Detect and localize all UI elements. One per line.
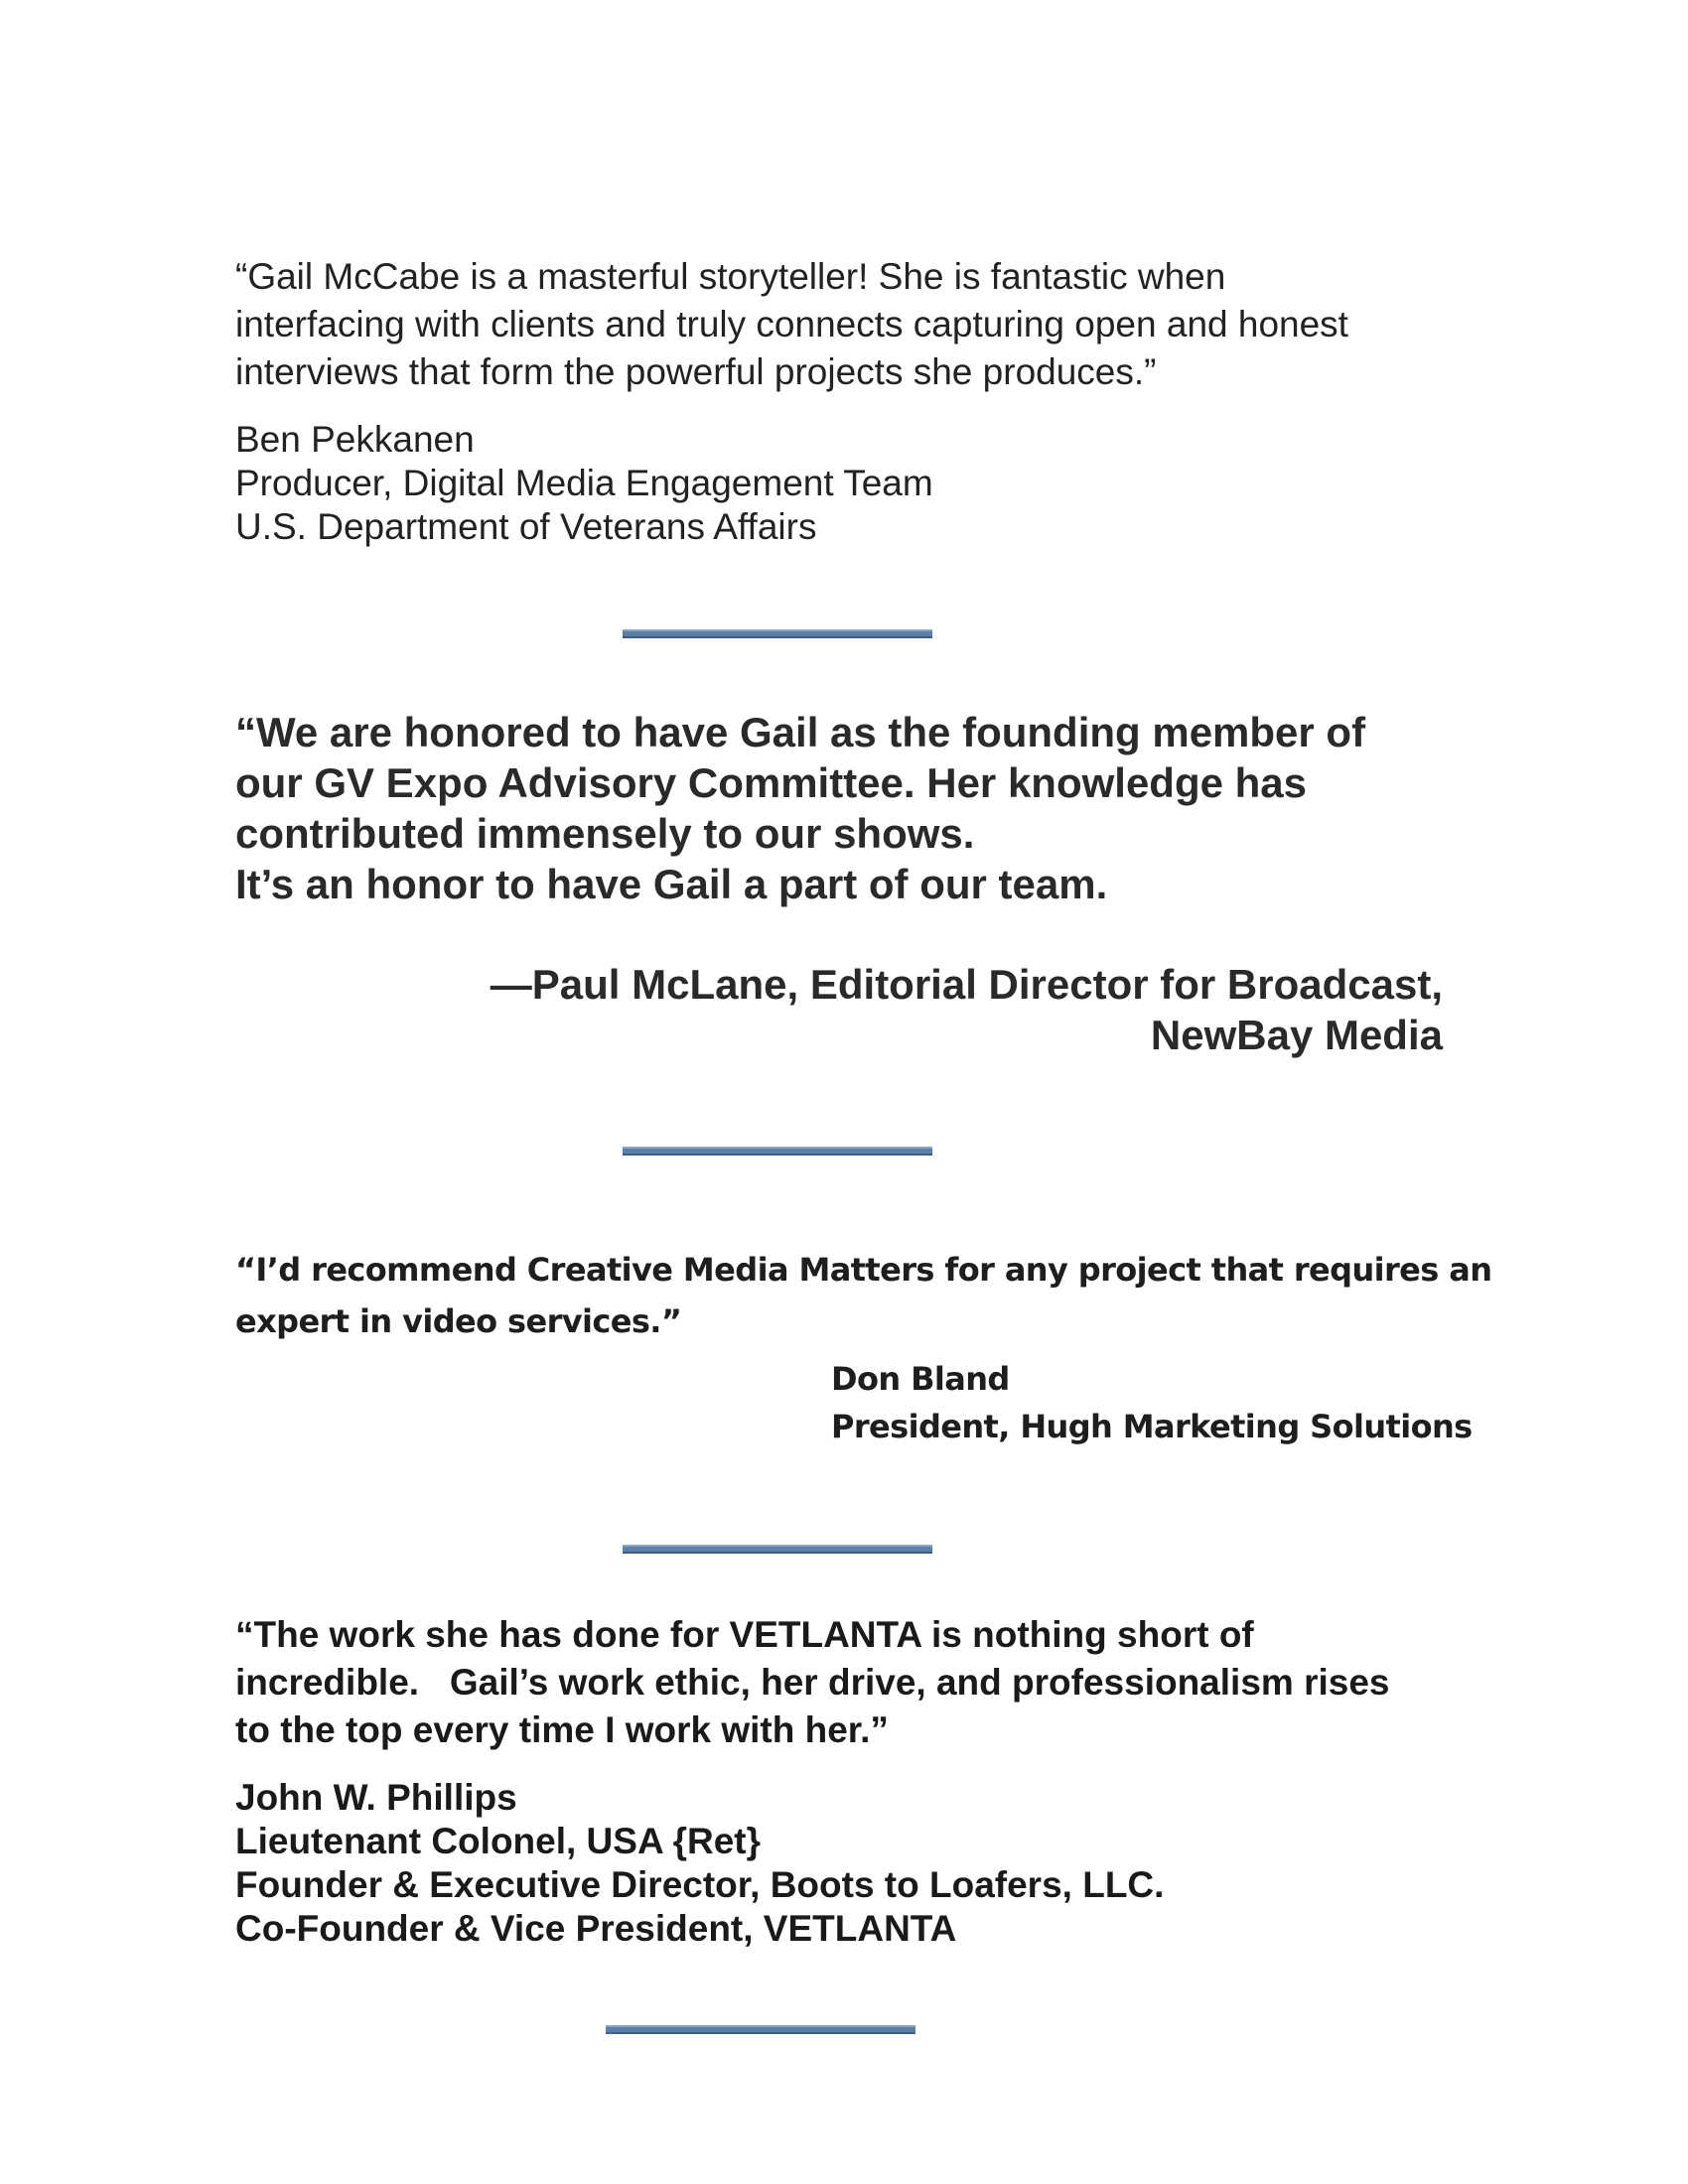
section-divider	[623, 629, 932, 638]
testimonial-attribution	[235, 1776, 1457, 1951]
attribution-title: Lieutenant Colonel, USA {Ret}	[235, 1821, 762, 1861]
testimonial-paul-mclane	[235, 707, 1457, 1060]
attribution-name-title: —Paul McLane, Editorial Director for Broadcast,	[490, 961, 1443, 1008]
attribution-organization: NewBay Media	[1150, 1012, 1443, 1058]
quote-line: “The work she has done for VETLANTA is nothing short of	[235, 1614, 1254, 1655]
testimonial-don-bland	[235, 1244, 1492, 1450]
testimonial-attribution	[831, 1355, 1473, 1450]
quote-line: to the top every time I work with her.”	[235, 1709, 889, 1750]
attribution-name: Ben Pekkanen	[235, 419, 475, 460]
testimonial-quote	[235, 1244, 1492, 1347]
quote-line: expert in video services.”	[235, 1302, 682, 1340]
attribution-title: Founder & Executive Director, Boots to Loafers, LLC.	[235, 1864, 1165, 1905]
attribution-name: John W. Phillips	[235, 1777, 517, 1818]
section-divider	[623, 1147, 932, 1156]
quote-line: our GV Expo Advisory Committee. Her knowledge has	[235, 759, 1308, 806]
testimonial-quote	[235, 707, 1457, 909]
quote-line: “We are honored to have Gail as the founding member of	[235, 709, 1366, 755]
section-divider	[606, 2025, 915, 2034]
quote-line: incredible. Gail’s work ethic, her drive, and professionalism rises	[235, 1662, 1390, 1703]
attribution-title: President, Hugh Marketing Solutions	[831, 1408, 1473, 1445]
quote-line: contributed immensely to our shows.	[235, 810, 975, 857]
quote-line: interviews that form the powerful projects she produces.”	[235, 351, 1157, 392]
quote-line: “I’d recommend Creative Media Matters for any project that requires an	[235, 1251, 1492, 1289]
section-divider	[623, 1545, 932, 1554]
testimonial-attribution	[235, 418, 1457, 549]
quote-line: interfacing with clients and truly connects capturing open and honest	[235, 304, 1348, 344]
testimonial-quote	[235, 253, 1457, 396]
testimonial-john-phillips	[235, 1611, 1457, 1951]
attribution-title: Co-Founder & Vice President, VETLANTA	[235, 1908, 957, 1949]
quote-line: It’s an honor to have Gail a part of our team.	[235, 861, 1108, 907]
attribution-organization: U.S. Department of Veterans Affairs	[235, 506, 817, 547]
testimonial-quote	[235, 1611, 1457, 1754]
attribution-name: Don Bland	[831, 1360, 1010, 1398]
attribution-title: Producer, Digital Media Engagement Team	[235, 463, 933, 503]
testimonial-attribution	[235, 959, 1443, 1060]
testimonial-ben-pekkanen	[235, 253, 1457, 549]
quote-line: “Gail McCabe is a masterful storyteller! She is fantastic when	[235, 256, 1226, 297]
